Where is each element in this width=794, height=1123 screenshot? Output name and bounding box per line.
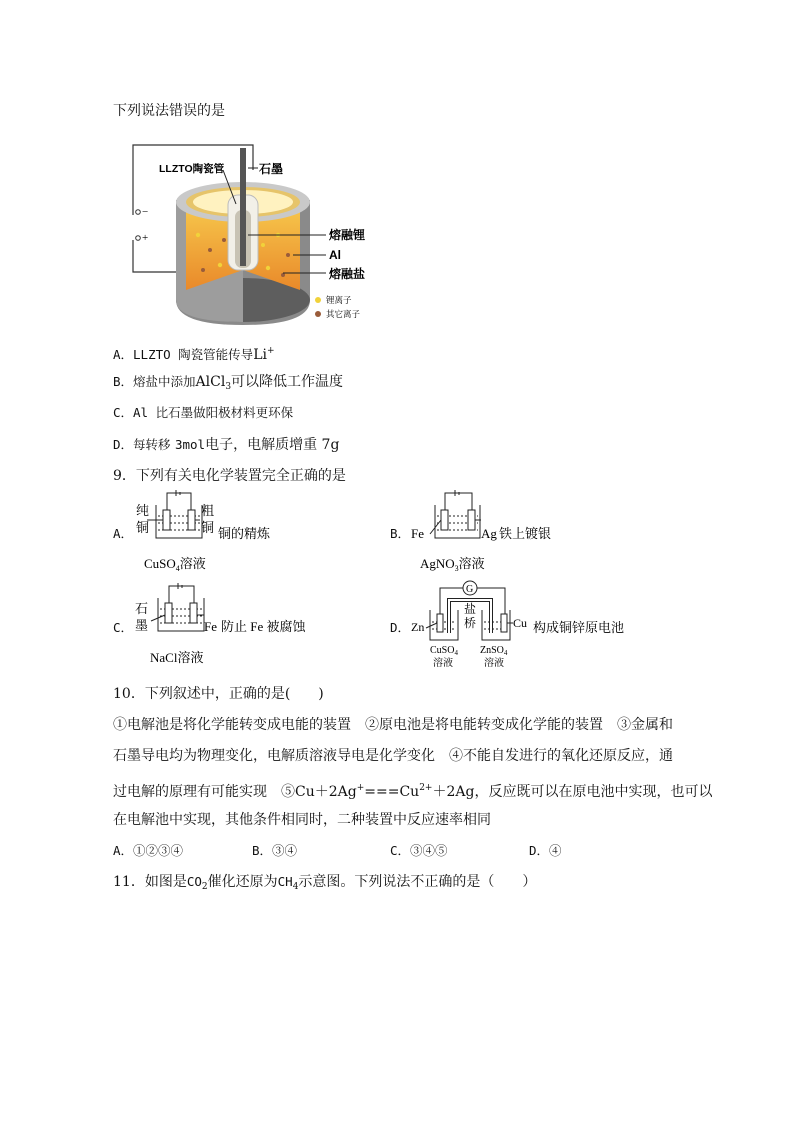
q8-option-d-text: D．每转移 — [113, 437, 171, 452]
q8-option-d-num: 3mol — [174, 437, 206, 452]
q8-stem: 下列说法错误的是 — [113, 103, 225, 119]
q10-line-4: 在电解池中实现，其他条件相同时，二种装置中反应速率相同 — [113, 812, 491, 828]
q8-option-b — [113, 372, 343, 397]
q9c-desc: 防止 Fe 被腐蚀 — [221, 619, 306, 634]
q8-battery-figure — [128, 140, 398, 330]
q9c-solution: NaCl溶液 — [150, 650, 204, 665]
terminal-negative-label: − — [142, 206, 149, 218]
legend-li-ion: 锂离子 — [326, 295, 352, 305]
q11-co2: CO — [186, 874, 202, 889]
q9a-left-label-2: 铜 — [136, 520, 150, 535]
q8-option-a-ion-sup: + — [266, 346, 275, 356]
q10-line-3 — [113, 778, 712, 802]
q10-option-a: A．①②③④ — [113, 843, 184, 858]
galvanometer-label: G — [466, 584, 474, 595]
q8-option-a — [113, 341, 275, 365]
q9-option-a-diagram — [134, 490, 284, 580]
q10-line-3-a: 过电解的原理有可能实现 ⑤Cu＋2Ag — [113, 784, 357, 800]
q10-line-3-b: ===Cu — [364, 784, 420, 800]
label-llzto-tube: LLZTO陶瓷管 — [159, 163, 225, 175]
q9c-left-label: 石 — [135, 601, 149, 616]
q10-stem: 10．下列叙述中，正确的是( ) — [113, 686, 324, 702]
q10-option-c: C．③④⑤ — [390, 843, 448, 858]
q9a-right-label: 粗 — [201, 503, 215, 518]
q8-option-b-formula: AlCl — [195, 374, 226, 390]
salt-bridge-label-2: 桥 — [464, 616, 477, 630]
q11-stem-a: 11．如图是 — [113, 874, 187, 890]
q9-option-b-diagram — [410, 490, 570, 580]
q8-option-b-sub: 3 — [225, 382, 232, 392]
q9b-solution: AgNO$_3$溶液 — [420, 556, 485, 573]
q11-ch4: CH — [277, 874, 293, 889]
q9d-solution-1: CuSO$_4$ — [430, 645, 458, 657]
q10-option-d: D．④ — [529, 843, 562, 858]
q8-option-a-text: A．LLZTO 陶瓷管能传导 — [113, 347, 254, 362]
q9a-desc: 铜的精炼 — [218, 526, 271, 541]
q10-line-1: ①电解池是将化学能转变成电能的装置 ②原电池是将电能转变成化学能的装置 ③金属和 — [113, 717, 673, 733]
q8-option-d — [113, 435, 339, 455]
label-molten-salt: 熔融盐 — [329, 267, 366, 281]
q8-option-c: C．Al 比石墨做阳极材料更环保 — [113, 405, 294, 420]
q9c-right-label: Fe — [204, 619, 217, 634]
q9-option-d-letter: D． — [390, 620, 411, 635]
q9-option-b-letter: B． — [390, 526, 411, 541]
label-graphite: 石墨 — [259, 162, 284, 176]
q11-stem-c: 示意图。下列说法不正确的是（ ） — [298, 874, 537, 890]
q10-line-3-c: ＋2Ag，反应既可以在原电池中实现，也可以 — [432, 784, 713, 800]
q8-option-d-mid: 电子，电解质增重 — [205, 437, 318, 453]
q9a-solution: CuSO$_4$溶液 — [144, 556, 206, 573]
q9-option-d-diagram — [410, 578, 640, 673]
terminal-positive-label: + — [142, 232, 149, 244]
q9d-desc: 构成铜锌原电池 — [533, 620, 625, 635]
q10-line-2: 石墨导电均为物理变化，电解质溶液导电是化学变化 ④不能自发进行的氧化还原反应，通 — [113, 748, 673, 764]
q9a-right-label-2: 铜 — [201, 520, 215, 535]
q10-line-3-sup2: 2+ — [419, 783, 433, 793]
label-molten-lithium: 熔融锂 — [329, 228, 366, 242]
q11-ch4-sub: 4 — [292, 882, 299, 892]
q11-stem-b: 催化还原为 — [207, 874, 278, 890]
q9d-solution-2: ZnSO$_4$ — [480, 645, 508, 657]
q9-stem: 9．下列有关电化学装置完全正确的是 — [113, 468, 346, 484]
q10-option-b: B．③④ — [252, 843, 298, 858]
q11-stem — [113, 872, 536, 897]
label-al: Al — [329, 248, 341, 262]
q9-option-c-letter: C． — [113, 620, 134, 635]
q9d-left-label: Zn — [411, 620, 425, 634]
legend-other-ion-icon — [315, 311, 321, 317]
legend-li-ion-icon — [315, 297, 321, 303]
q8-option-a-ion: Li — [253, 347, 267, 363]
q9b-left-label: Fe — [411, 526, 424, 541]
q8-option-d-num2: 7g — [321, 437, 340, 453]
q9d-solution-2-suffix: 溶液 — [484, 658, 504, 669]
q9d-right-label: Cu — [513, 616, 528, 630]
q9d-solution-1-suffix: 溶液 — [433, 658, 453, 669]
q8-option-b-text: B．熔盐中添加 — [113, 374, 196, 389]
q10-line-3-sup1: + — [356, 783, 365, 793]
q9-option-a-letter: A． — [113, 526, 134, 541]
legend-other-ion: 其它离子 — [326, 309, 361, 319]
q9c-left-label-2: 墨 — [135, 618, 149, 633]
q8-option-b-suffix: 可以降低工作温度 — [231, 374, 344, 390]
q9a-left-label: 纯 — [136, 503, 150, 518]
q11-co2-sub: 2 — [201, 882, 208, 892]
q9b-right-label: Ag — [481, 526, 497, 541]
q9-option-c-diagram — [134, 583, 324, 673]
salt-bridge-label: 盐 — [464, 602, 477, 616]
q9b-desc: 铁上镀银 — [499, 526, 552, 541]
